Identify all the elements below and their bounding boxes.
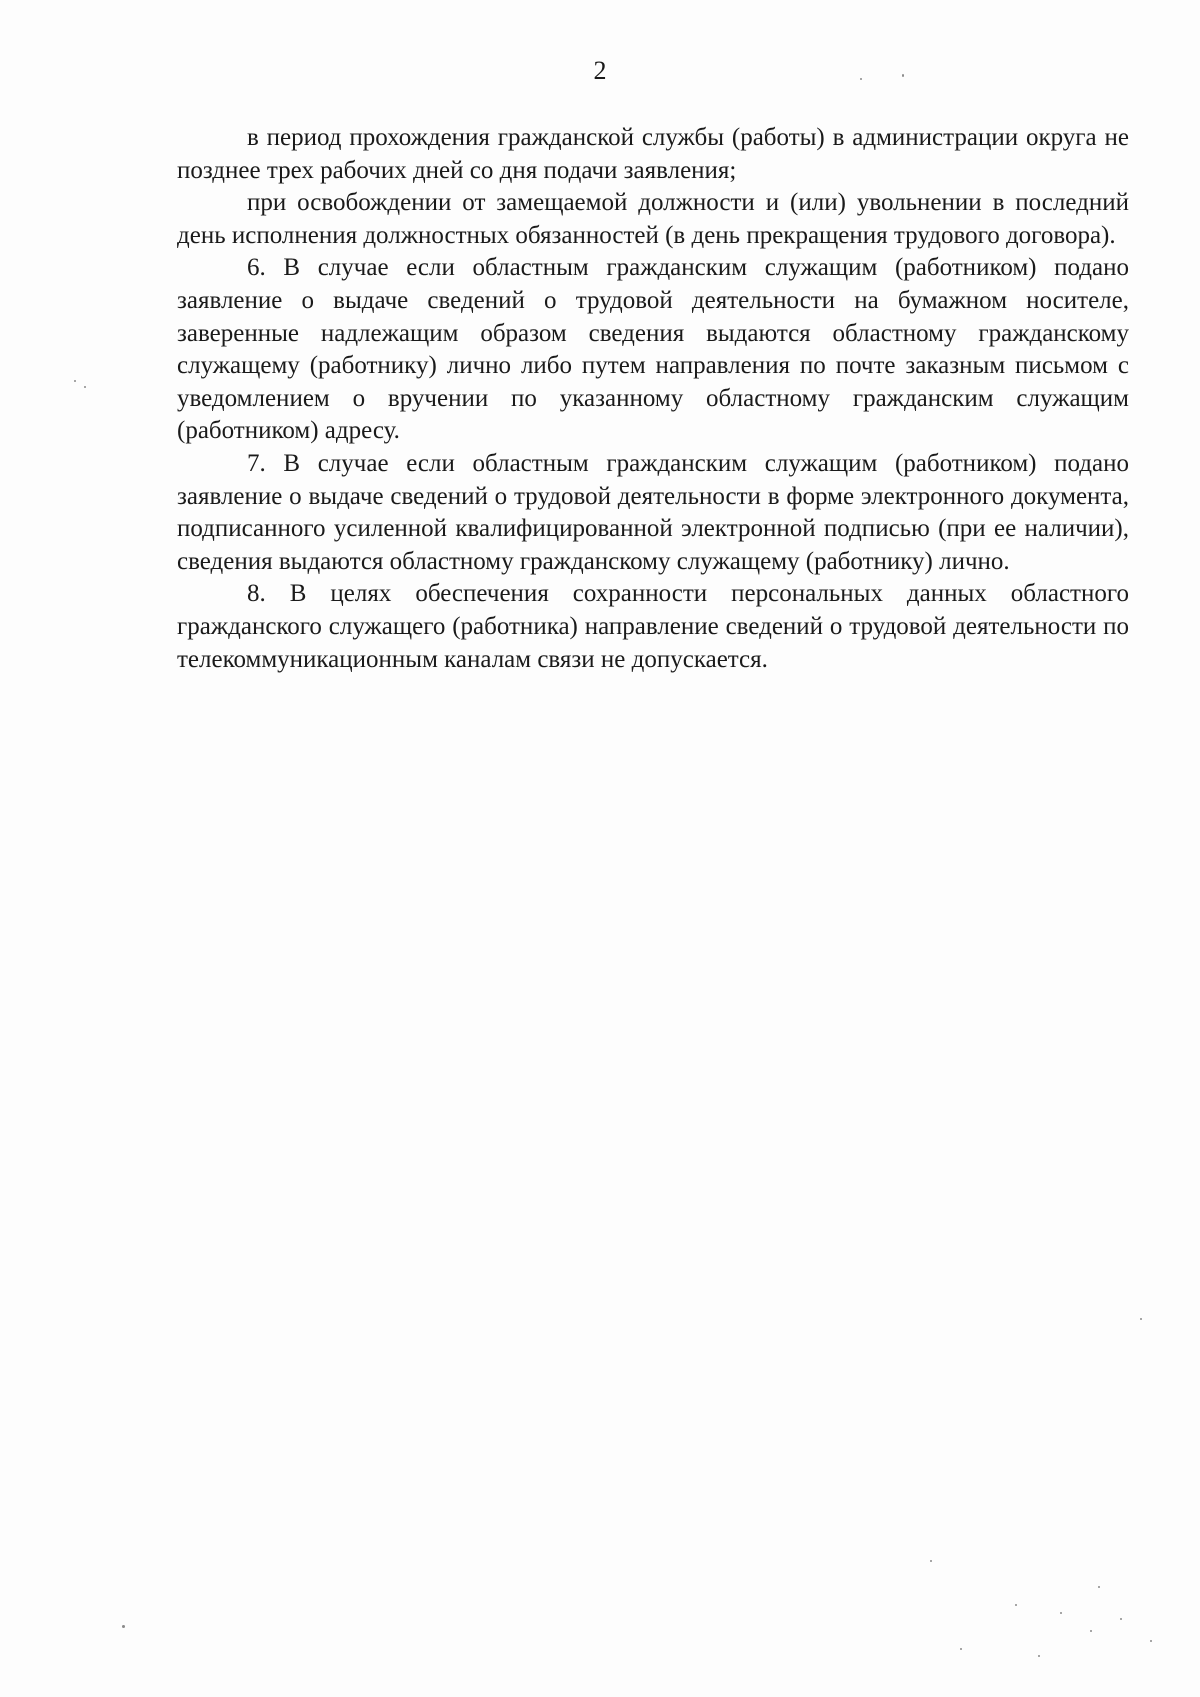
scan-speck (860, 78, 862, 80)
paragraph-civil-service-period: в период прохождения гражданской службы (работы) в администрации округа не позднее трех рабочих дней со дня подачи заявления; (177, 124, 1129, 184)
scan-speck (1150, 1640, 1152, 1642)
scan-speck (84, 386, 86, 388)
scan-speck (1060, 1612, 1062, 1614)
scan-speck (902, 74, 904, 77)
scan-speck (74, 380, 76, 382)
paragraph-item-6-paper-issuance: 6. В случае если областным гражданским служащим (работником) подано заявление о выдаче сведений о трудовой деятельности на бумажном носителе, заверенные надлежащим образом сведения выдаются областному гражданскому служащему (работнику) лично либо путем направления по почте заказным письмом с уведомлением о вручении по указанному областному гражданским служащим (работником) адресу. (177, 254, 1129, 445)
scan-speck (122, 1625, 125, 1628)
scan-speck (1090, 1630, 1092, 1632)
scan-speck (930, 1560, 932, 1562)
scan-speck (1120, 1618, 1122, 1620)
document-body (177, 122, 1129, 676)
paragraph-dismissal-day: при освобождении от замещаемой должности и (или) увольнении в последний день исполнения должностных обязанностей (в день прекращения трудового договора). (177, 189, 1129, 249)
scan-speck (1015, 1604, 1017, 1606)
scan-speck (1098, 1586, 1100, 1588)
scan-speck (1140, 1318, 1142, 1320)
paragraph-item-8-data-protection: 8. В целях обеспечения сохранности персональных данных областного гражданского служащего (работника) направление сведений о трудовой деятельности по телекоммуникационным каналам связи не допускается. (177, 580, 1129, 673)
page-number: 2 (593, 56, 607, 85)
scan-speck (960, 1648, 962, 1650)
scan-speck (1038, 1655, 1040, 1657)
paragraph-item-7-electronic-issuance: 7. В случае если областным гражданским служащим (работником) подано заявление о выдаче сведений о трудовой деятельности в форме электронного документа, подписанного усиленной квалифицированной электронной подписью (при ее наличии), сведения выдаются областному гражданскому служащему (работнику) лично. (177, 449, 1129, 575)
